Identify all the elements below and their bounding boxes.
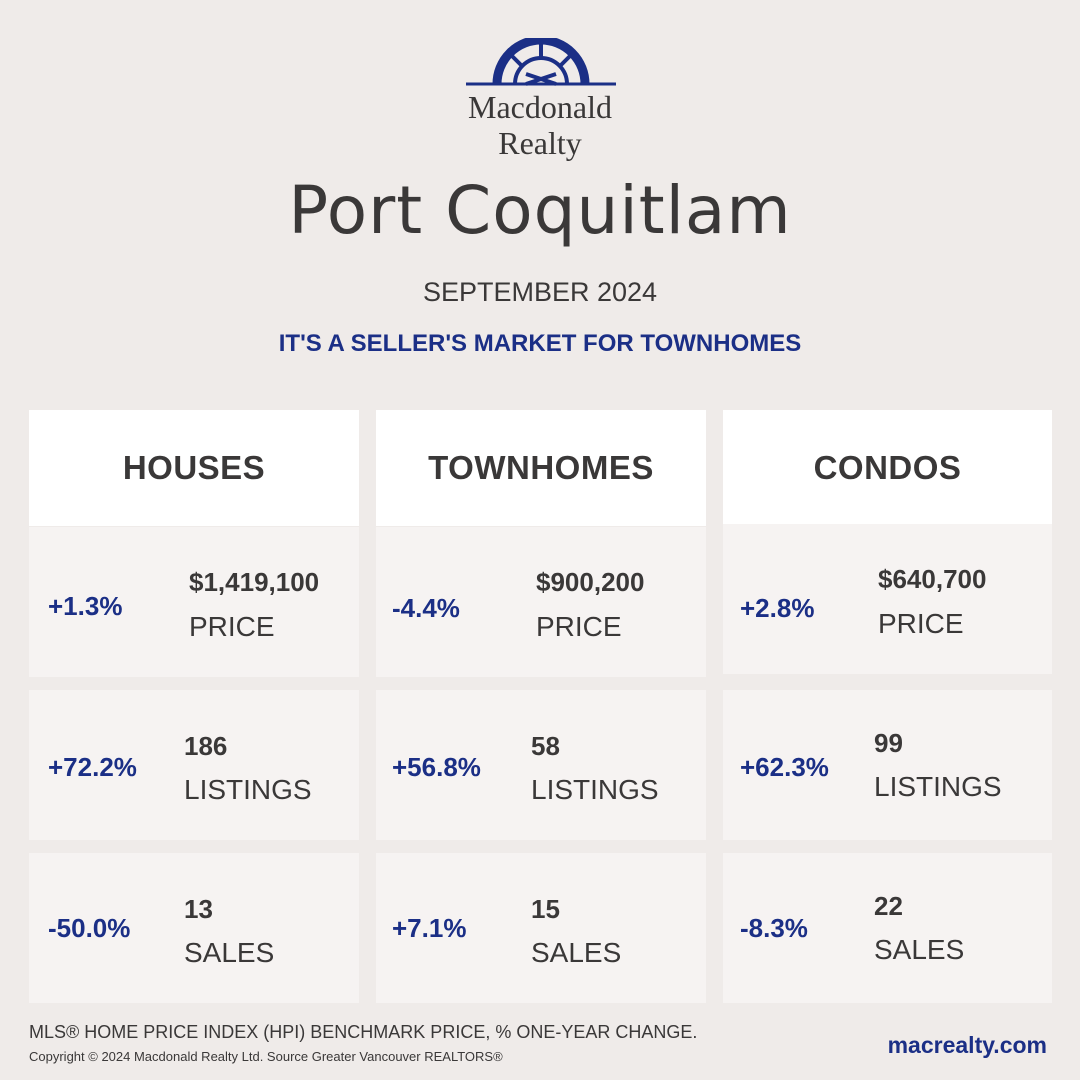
townhomes-sales-change: +7.1% <box>392 913 467 943</box>
townhomes-listings-card <box>376 690 706 840</box>
houses-sales-label: SALES <box>184 937 275 968</box>
condos-sales-value: 22 <box>874 891 903 921</box>
townhomes-listings-change: +56.8% <box>392 752 481 782</box>
logo-wordmark-line2: Realty <box>498 125 582 161</box>
condos-price-value: $640,700 <box>878 564 987 594</box>
condos-listings-value: 99 <box>874 728 903 758</box>
houses-sales-change: -50.0% <box>48 913 131 943</box>
condos-price-card <box>723 524 1052 674</box>
houses-header: HOUSES <box>29 410 359 526</box>
houses-listings-change: +72.2% <box>48 752 137 782</box>
condos-price-change: +2.8% <box>740 593 815 623</box>
condos-sales-change: -8.3% <box>740 913 808 943</box>
houses-listings-card <box>29 690 359 840</box>
houses-price-value: $1,419,100 <box>189 567 320 597</box>
condos-listings-change: +62.3% <box>740 752 829 782</box>
page-title: Port Coquitlam <box>288 172 792 249</box>
townhomes-price-card <box>376 527 706 677</box>
condos-price-label: PRICE <box>878 608 964 639</box>
macdonald-realty-logo <box>460 38 620 168</box>
houses-listings-label: LISTINGS <box>184 774 312 805</box>
condos-sales-label: SALES <box>874 934 965 965</box>
townhomes-header: TOWNHOMES <box>376 410 706 526</box>
houses-price-card <box>29 527 359 677</box>
townhomes-sales-card <box>376 853 706 1003</box>
houses-price-change: +1.3% <box>48 591 123 621</box>
townhomes-listings-value: 58 <box>531 731 560 761</box>
townhomes-price-change: -4.4% <box>392 593 460 623</box>
houses-sales-value: 13 <box>184 894 213 924</box>
townhomes-price-value: $900,200 <box>536 567 645 597</box>
townhomes-sales-value: 15 <box>531 894 560 924</box>
market-headline: IT'S A SELLER'S MARKET FOR TOWNHOMES <box>278 330 802 357</box>
condos-listings-label: LISTINGS <box>874 771 1002 802</box>
sunburst-logo-icon <box>460 38 620 88</box>
website-link[interactable]: macrealty.com <box>887 1032 1047 1058</box>
houses-listings-value: 186 <box>184 731 228 761</box>
houses-sales-card <box>29 853 359 1003</box>
townhomes-price-label: PRICE <box>536 611 622 642</box>
logo-wordmark-line1: Macdonald <box>468 89 612 125</box>
townhomes-sales-label: SALES <box>531 937 622 968</box>
hpi-footnote: MLS® HOME PRICE INDEX (HPI) BENCHMARK PRICE, % ONE-YEAR CHANGE. <box>29 1022 698 1042</box>
period-label: SEPTEMBER 2024 <box>422 277 658 307</box>
condos-sales-card <box>723 853 1052 1003</box>
condos-listings-card <box>723 690 1052 840</box>
townhomes-listings-label: LISTINGS <box>531 774 659 805</box>
houses-price-label: PRICE <box>189 611 275 642</box>
condos-header: CONDOS <box>723 410 1052 526</box>
copyright-notice: Copyright © 2024 Macdonald Realty Ltd. Source Greater Vancouver REALTORS® <box>29 1049 503 1064</box>
